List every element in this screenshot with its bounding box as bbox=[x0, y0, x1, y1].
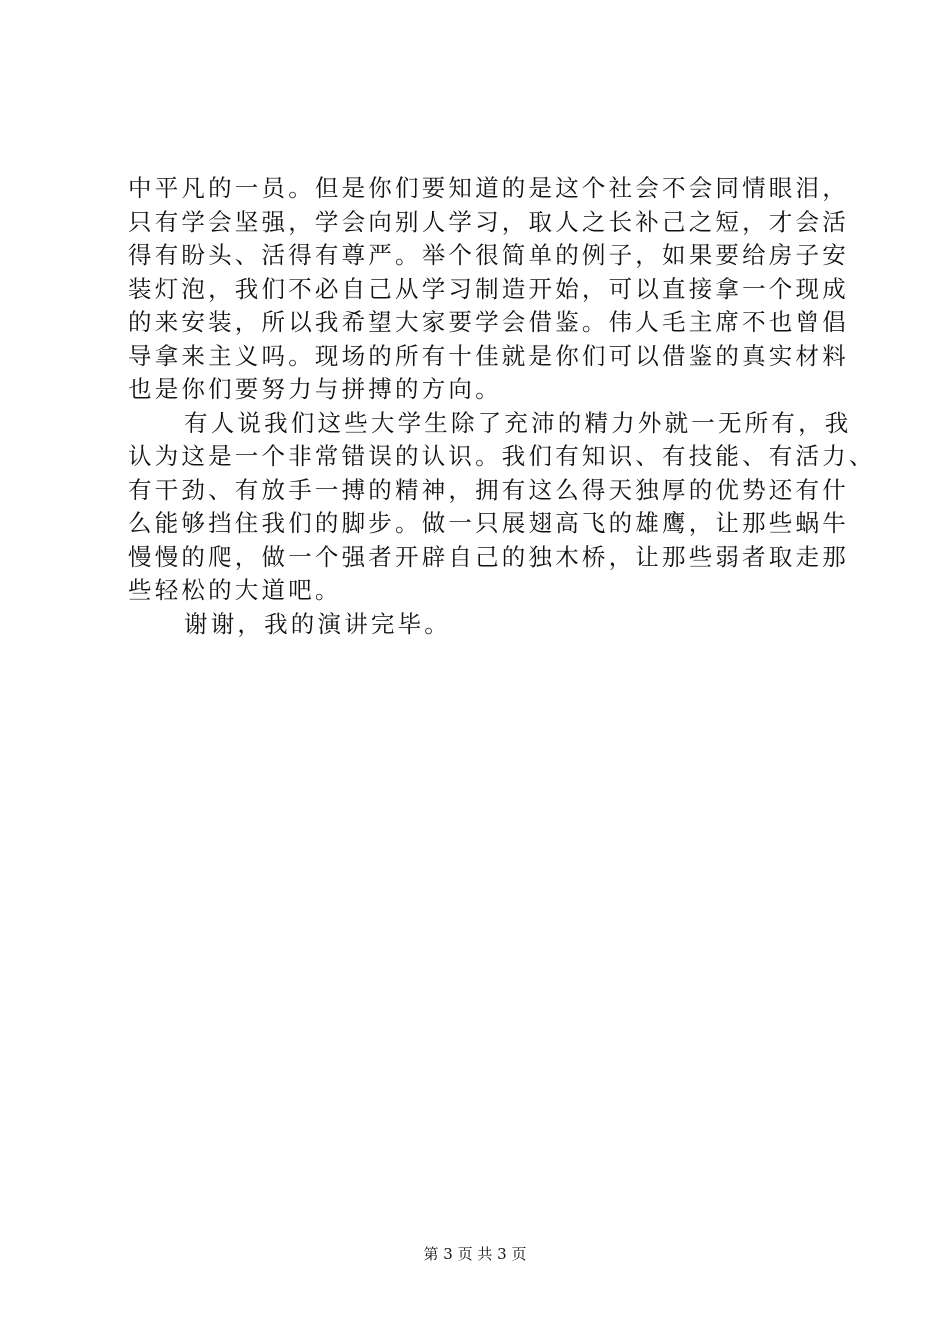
paragraph-1-line-4: 装灯泡，我们不必自己从学习制造开始，可以直接拿一个现成 bbox=[128, 274, 849, 303]
paragraph-1-line-7: 也是你们要努力与拼搏的方向。 bbox=[128, 375, 502, 403]
paragraph-2-line-6: 些轻松的大道吧。 bbox=[128, 576, 342, 604]
paragraph-2-line-3: 有干劲、有放手一搏的精神，拥有这么得天独厚的优势还有什 bbox=[128, 475, 849, 504]
paragraph-1-line-5: 的来安装，所以我希望大家要学会借鉴。伟人毛主席不也曾倡 bbox=[128, 308, 849, 336]
paragraph-1-line-6: 导拿来主义吗。现场的所有十佳就是你们可以借鉴的真实材料 bbox=[128, 341, 849, 370]
paragraph-2-line-1: 有人说我们这些大学生除了充沛的精力外就一无所有，我 bbox=[184, 408, 852, 437]
paragraph-2-line-5: 慢慢的爬，做一个强者开辟自己的独木桥，让那些弱者取走那 bbox=[128, 542, 849, 571]
paragraph-3-line-1: 谢谢，我的演讲完毕。 bbox=[184, 609, 451, 638]
paragraph-1-line-1: 中平凡的一员。但是你们要知道的是这个社会不会同情眼泪， bbox=[128, 174, 849, 202]
paragraph-1-line-2: 只有学会坚强，学会向别人学习，取人之长补己之短，才会活 bbox=[128, 207, 849, 236]
paragraph-1-line-3: 得有盼头、活得有尊严。举个很简单的例子，如果要给房子安 bbox=[128, 241, 849, 269]
speech-body bbox=[128, 172, 876, 641]
paragraph-2-line-2: 认为这是一个非常错误的认识。我们有知识、有技能、有活力、 bbox=[128, 442, 876, 470]
paragraph-2-line-4: 么能够挡住我们的脚步。做一只展翅高飞的雄鹰，让那些蜗牛 bbox=[128, 509, 849, 537]
page-number-footer: 第 3 页 共 3 页 bbox=[423, 1245, 527, 1263]
